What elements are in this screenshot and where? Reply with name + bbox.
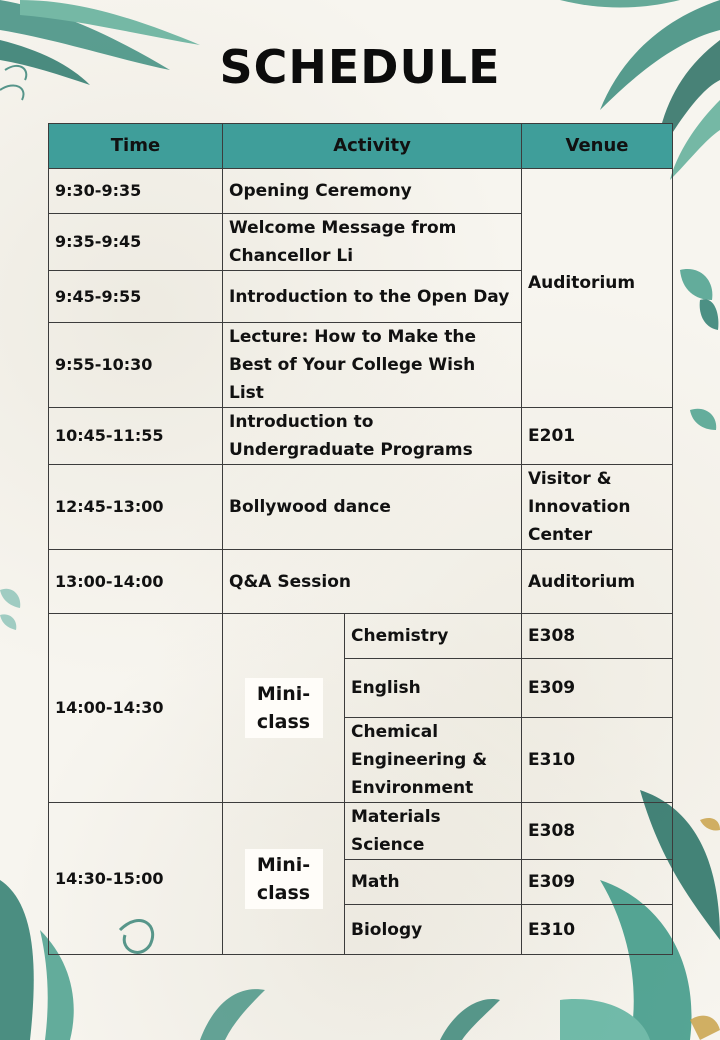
header-venue: Venue: [522, 124, 673, 169]
time-cell: 12:45-13:00: [49, 465, 223, 550]
venue-cell: E310: [522, 718, 673, 803]
venue-cell: E201: [522, 408, 673, 465]
table-row: [49, 550, 673, 614]
subject-cell: Chemistry: [345, 614, 522, 659]
activity-cell: Introduction to Undergraduate Programs: [223, 408, 522, 465]
mini-class-label-text: Mini-class: [245, 678, 323, 738]
time-cell: 9:30-9:35: [49, 169, 223, 214]
header-time: Time: [49, 124, 223, 169]
time-cell: 9:45-9:55: [49, 271, 223, 323]
venue-cell: E308: [522, 803, 673, 860]
subject-cell: Materials Science: [345, 803, 522, 860]
table-row: [49, 169, 673, 214]
subject-cell: English: [345, 659, 522, 718]
venue-cell: E308: [522, 614, 673, 659]
page-title: SCHEDULE: [219, 40, 501, 94]
mini-class-label: [223, 803, 345, 955]
schedule-table: [48, 123, 673, 955]
time-cell: 10:45-11:55: [49, 408, 223, 465]
venue-cell: E309: [522, 860, 673, 905]
subject-cell: Biology: [345, 905, 522, 955]
activity-cell: Q&A Session: [223, 550, 522, 614]
time-cell: 14:00-14:30: [49, 614, 223, 803]
table-row: [49, 465, 673, 550]
activity-cell: Bollywood dance: [223, 465, 522, 550]
activity-cell: Lecture: How to Make the Best of Your College Wish List: [223, 323, 522, 408]
venue-cell: Auditorium: [522, 550, 673, 614]
mini-class-label: [223, 614, 345, 803]
table-row: [49, 803, 673, 860]
table-row: [49, 408, 673, 465]
time-cell: 14:30-15:00: [49, 803, 223, 955]
time-cell: 9:55-10:30: [49, 323, 223, 408]
table-row: [49, 614, 673, 659]
venue-cell: E310: [522, 905, 673, 955]
mini-class-label-text: Mini-class: [245, 849, 323, 909]
table-header-row: [49, 124, 673, 169]
venue-cell: E309: [522, 659, 673, 718]
activity-cell: Welcome Message from Chancellor Li: [223, 214, 522, 271]
header-activity: Activity: [223, 124, 522, 169]
venue-cell: Visitor & Innovation Center: [522, 465, 673, 550]
activity-cell: Opening Ceremony: [223, 169, 522, 214]
time-cell: 9:35-9:45: [49, 214, 223, 271]
activity-cell: Introduction to the Open Day: [223, 271, 522, 323]
subject-cell: Math: [345, 860, 522, 905]
subject-cell: Chemical Engineering & Environment: [345, 718, 522, 803]
time-cell: 13:00-14:00: [49, 550, 223, 614]
venue-cell: Auditorium: [522, 169, 673, 408]
